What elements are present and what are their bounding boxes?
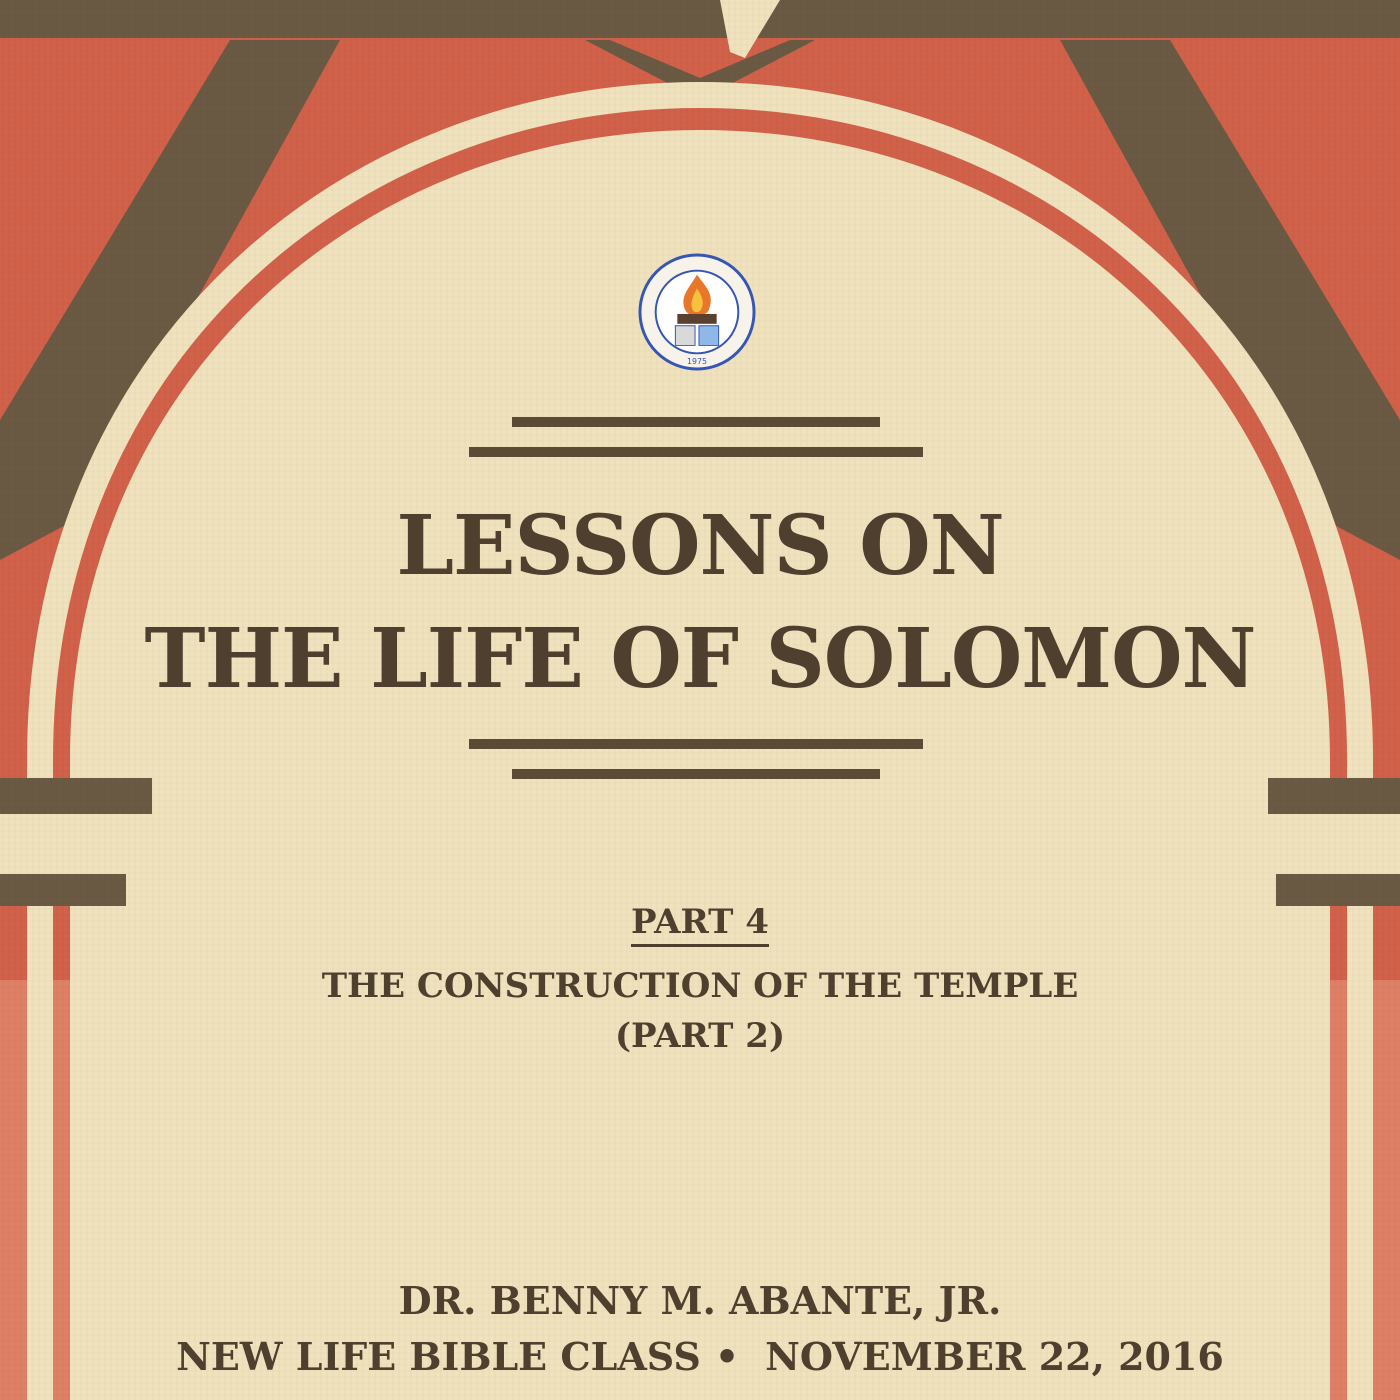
part-number: PART 4 bbox=[631, 902, 769, 947]
part-label bbox=[200, 902, 1200, 942]
title-rule-top-long bbox=[469, 447, 923, 457]
title-rule-bottom-short bbox=[512, 769, 880, 779]
seal-year: 1975 bbox=[686, 357, 708, 367]
title-rule-bottom-long bbox=[469, 739, 923, 749]
topic-line-1: THE CONSTRUCTION OF THE TEMPLE bbox=[321, 966, 1079, 1006]
speaker-name: DR. BENNY M. ABANTE, JR. bbox=[398, 1278, 1002, 1323]
event-date: NOVEMBER 22, 2016 bbox=[765, 1334, 1224, 1379]
title-rule-top-short bbox=[512, 417, 880, 427]
church-seal-logo bbox=[638, 253, 756, 371]
event-line bbox=[100, 1334, 1300, 1379]
topic-line-2: (PART 2) bbox=[614, 1016, 786, 1056]
title-line-2: THE LIFE OF SOLOMON bbox=[144, 611, 1256, 707]
event-name: NEW LIFE BIBLE CLASS bbox=[176, 1334, 701, 1379]
separator-dot: • bbox=[714, 1334, 740, 1379]
title-line-1: LESSONS ON bbox=[396, 498, 1004, 594]
